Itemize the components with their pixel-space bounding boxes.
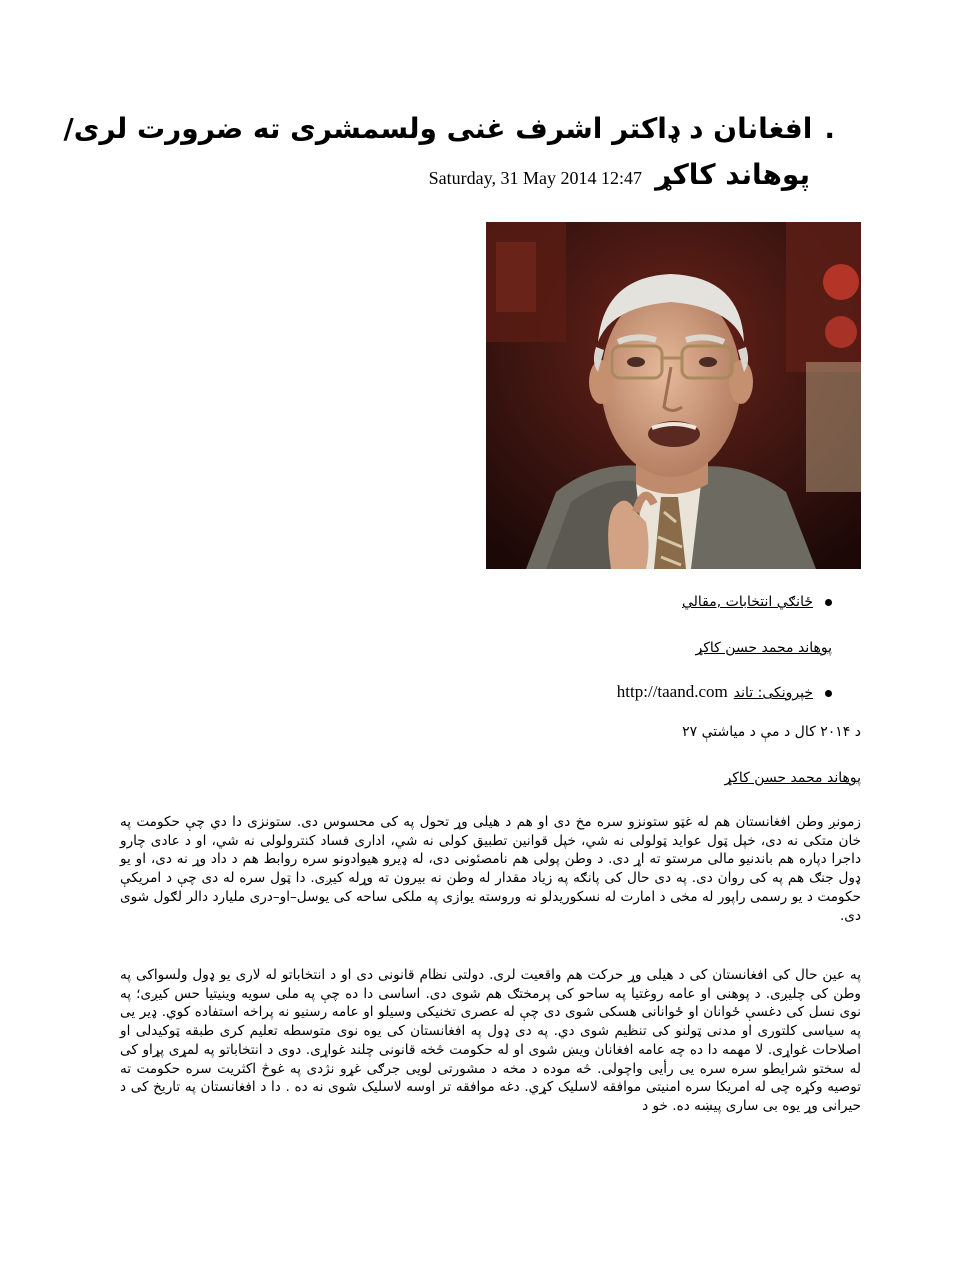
title-text: افغانان د ډاکتر اشرف غنی ولسمشری ته ضرورت لری/ [63, 112, 813, 145]
publish-datetime: Saturday, 31 May 2014 12:47 [428, 168, 642, 188]
categories-link[interactable]: ځانګي انتخابات ,مقالي [681, 594, 813, 610]
paragraph-2: په عین حال کی افغانستان کی د هیلی وړ حرکت هم واقعیت لری. دولتی نظام قانونی دی او د انتخاباتو له لاری یو ډول ولسواکی په وطن کی چلیږی. د پوهنی او عامه روغتیا په ساحو کی پرمختګ هم شوی دی. اساسی دا ده چې په ملی سویه وینیتیا حس کیږی؛ په نوی نسل کی دغسې ځوانان او ځوانانی هسکی شوی دی چې له عصری تخنیکی وسیلو او عامه رسنیو نه پراخه استفاده کوي. ډیر یی په سیاسی کلتوری او مدنی ټولنو کی تنظیم شوی دي. په دی ډول په افغانستان کی یوه نوی متوسطه تعلیم کری طبقه ټوکیدلی او اصلاحات غواړی. لا مهمه دا ده چه عامه افغانان ویښ شوی او له حکومت څخه قانونی چلند غواړی. دوی د انتخاباتو په لمړی پړاو کی له سختو شرایطو سره سره یی رأیی واچولی. څه موده د مخه د مشورتی لویی جرګی غړو نژدی په غوڅ اکثریت سره حکومت ته توصیه وکړه چی له امریکا سره امنیتی موافقه لاسلیک کړي. دغه موافقه تر اوسه لاسلیک شوی نه ده . دا د افغانستان په تاریخ کی د حیرانی وړ یوه بی ساری پیښه ده. خو د [120, 967, 861, 1114]
source-label[interactable]: خپرونکی: تاند [733, 685, 813, 701]
byline [420, 158, 810, 191]
categories-item [682, 594, 832, 610]
source-item [617, 682, 832, 702]
list-bullet [825, 690, 832, 697]
author-portrait-image [486, 222, 861, 569]
author-link[interactable]: پوهاند محمد حسن کاکړ [695, 640, 832, 656]
title-marker: . [824, 112, 835, 145]
list-bullet [825, 599, 832, 606]
source-url[interactable]: http://taand.com [616, 682, 728, 701]
author-link-row [696, 640, 832, 656]
paragraph-1: زمونږ وطن افغانستان هم له غټو ستونزو سره مخ دی او هم د هیلی وړ تحول په کی محسوس دی. ستونزی دا دي چې حکومت په خان متکی نه دی، خپل ټول عواید ټولولی نه شي، خپل قوانین تطبیق کولی نه شي، اداری فساد کنترولولی نه شي، او د عادی چارو داجرا دپاره هم باندنیو مالی مرستو ته اړ دی. د وطن پولی هم نامصئونی دی، له ډیرو هیوادونو سره روابط هم د داد وړ نه دی، او یو ډول جنګ هم په کی روان دی. په دی حال کی پانګه په زیاد مقدار له وطن نه بیرون ته وړله کیږی. دا ټول سره له دی چې د امریکې حکومت د یو رسمی راپور له مخی د امارت له نسکوریدلو نه وروسته یوازی په ملکی ساحه کی یوسل–او–دری ملیارد دالر لګول شوی دی. [120, 814, 861, 924]
dateline: د ۲۰۱۴ کال د مې د میاشتې ۲۷ [682, 724, 861, 740]
author-photo [486, 222, 861, 569]
article-title [63, 108, 835, 150]
author-heading: پوهاند کاکړ [655, 158, 810, 191]
body-author: پوهاند محمد حسن کاکړ [724, 770, 861, 786]
